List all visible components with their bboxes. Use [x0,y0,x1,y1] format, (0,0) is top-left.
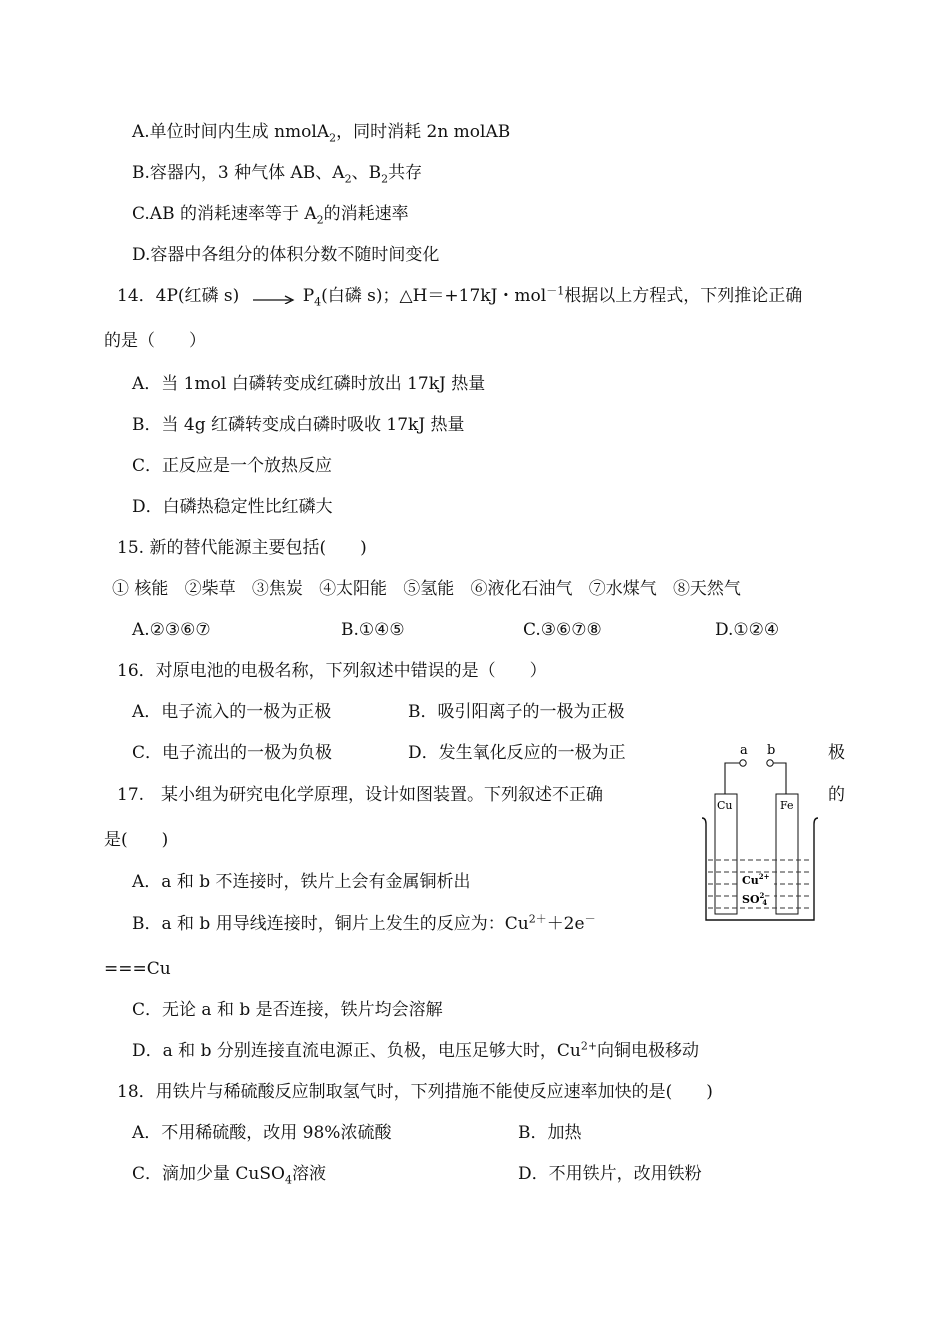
wire-a [725,763,740,794]
q17-stem-end: 的 [828,785,845,805]
q15-option-c: C.③⑥⑦⑧ [523,620,602,640]
q15-item: ③焦炭 [251,579,303,599]
q15-item: ① 核能 [112,579,169,599]
q16-option-a: A．电子流入的一极为正极 [132,702,332,722]
q15-item: ⑥液化石油气 [470,579,573,599]
q13-option-b: B.容器内，3 种气体 AB、$A_2$、$B_2$共存 [132,163,423,186]
q17-option-d: D．a 和 b 分别连接直流电源正、负极，电压足够大时，$Cu^{2+}$向铜电极移动 [132,1039,700,1061]
q17-option-a: A．a 和 b 不连接时，铁片上会有金属铜析出 [132,872,471,892]
q15-item: ④太阳能 [319,579,388,599]
q16-stem: 16．对原电池的电极名称，下列叙述中错误的是（ ） [117,661,547,681]
q15-item: ②柴草 [184,579,236,599]
q15-option-a: A.②③⑥⑦ [132,620,211,640]
q14-option-b: B．当 4g 红磷转变成白磷时吸收 17kJ 热量 [132,415,465,435]
q15-option-d: D.①②④ [715,620,780,640]
q15-item: ⑦水煤气 [588,579,657,599]
q18-option-d: D．不用铁片，改用铁粉 [518,1164,702,1184]
reaction-arrow-icon [251,290,297,304]
q16-option-d-end: 极 [828,743,845,763]
q18-option-a: A．不用稀硫酸，改用 98%浓硫酸 [132,1123,392,1143]
wire-b [773,763,786,794]
q14-option-d: D．白磷热稳定性比红磷大 [132,497,333,517]
terminal-a [740,760,746,766]
iron-label: Fe [780,799,794,812]
q17-option-b: B．a 和 b 用导线连接时，铜片上发生的反应为：$Cu^{2+}+2e^-$ [132,912,596,934]
terminal-a-label: a [740,743,748,758]
q16-option-d: D．发生氧化反应的一极为正 [408,743,626,763]
q13-option-a: A.单位时间内生成 nmolA$_2$，同时消耗 2n molAB [132,122,511,145]
terminal-b [767,760,773,766]
terminal-b-label: b [767,743,776,758]
q14-option-a: A．当 1mol 白磷转变成红磷时放出 17kJ 热量 [132,374,486,394]
q17-stem: 17. 某小组为研究电化学原理，设计如图装置。下列叙述不正确 [117,785,604,805]
q15-option-b: B.①④⑤ [341,620,405,640]
iron-electrode [776,794,798,914]
q16-option-c: C．电子流出的一极为负极 [132,743,333,763]
q14-stem: 14．4P(红磷 s) $P_4$(白磷 s)；△H＝+17kJ・mol$^{-1}$根据以上方程式，下列推论正确 [117,284,803,309]
q17-option-c: C．无论 a 和 b 是否连接，铁片均会溶解 [132,1000,443,1020]
q16-option-b: B．吸引阳离子的一极为正极 [408,702,625,722]
electrochemical-cell-diagram [700,738,820,928]
copper-label: Cu [717,799,733,812]
copper-ion-label: $Cu^{2+}$ [742,872,770,887]
q13-option-d: D.容器中各组分的体积分数不随时间变化 [132,245,440,265]
q17-stem-cont: 是( ) [104,830,169,850]
q14-option-c: C．正反应是一个放热反应 [132,456,333,476]
q15-stem: 15. 新的替代能源主要包括( ) [117,538,367,558]
q18-option-b: B．加热 [518,1123,582,1143]
q15-item: ⑤氢能 [403,579,455,599]
q18-stem: 18．用铁片与稀硫酸反应制取氢气时，下列措施不能使反应速率加快的是( ) [117,1082,713,1102]
q15-item: ⑧天然气 [672,579,741,599]
q14-stem-cont: 的是（ ） [104,331,206,351]
q13-option-c: C.AB 的消耗速率等于 $A_2$的消耗速率 [132,204,409,227]
q17-option-b-cont: ===Cu [104,959,171,979]
q15-items [112,578,741,600]
sulfate-ion-label: $SO^{2-}$ 4 [742,891,771,907]
q18-option-c: C．滴加少量 CuSO$_4$溶液 [132,1164,326,1187]
